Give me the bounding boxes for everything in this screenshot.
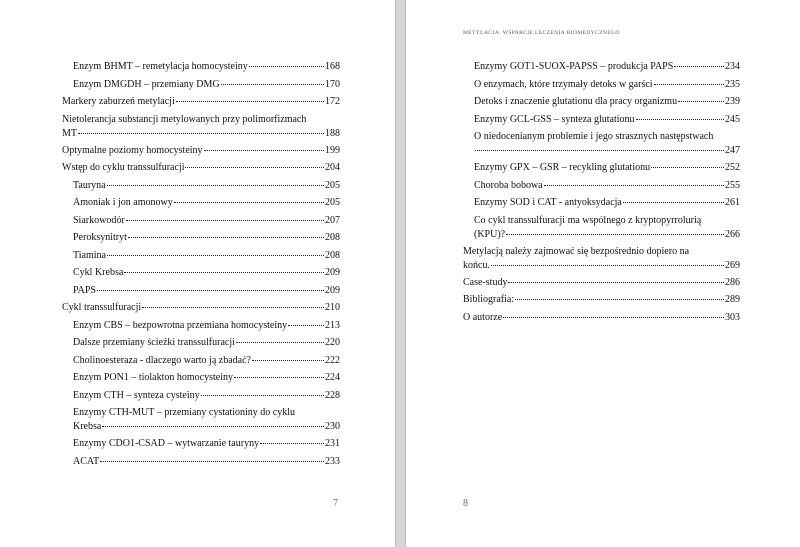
toc-entry[interactable] bbox=[62, 76, 340, 94]
dot-leader bbox=[252, 360, 324, 361]
toc-entry[interactable] bbox=[62, 317, 340, 335]
toc-entry-line bbox=[73, 387, 340, 405]
toc-entry-page-number: 261 bbox=[725, 197, 740, 208]
toc-entry[interactable] bbox=[463, 274, 740, 292]
toc-entry-title: (KPU)? bbox=[474, 228, 506, 240]
dot-leader bbox=[142, 307, 324, 308]
dot-leader bbox=[491, 265, 724, 266]
toc-entry-title: Cykl Krebsa bbox=[73, 267, 124, 278]
toc-entry[interactable] bbox=[62, 369, 340, 387]
toc-entry-line bbox=[73, 194, 340, 212]
toc-entry[interactable] bbox=[62, 177, 340, 195]
toc-entry-continuation-line bbox=[62, 127, 340, 142]
dot-leader bbox=[204, 150, 324, 151]
toc-entry-page-number: 255 bbox=[725, 179, 740, 191]
toc-entry-line bbox=[73, 264, 340, 282]
toc-entry-line bbox=[62, 299, 340, 317]
toc-entry-page-number: 247 bbox=[725, 145, 740, 156]
dot-leader bbox=[260, 443, 324, 444]
toc-entry-line bbox=[474, 177, 740, 195]
toc-entry-page-number: 233 bbox=[325, 455, 340, 467]
page-number: 8 bbox=[463, 498, 468, 509]
toc-entry-page-number: 239 bbox=[725, 96, 740, 107]
toc-entry[interactable] bbox=[463, 309, 740, 327]
toc-entry[interactable] bbox=[463, 194, 740, 212]
dot-leader bbox=[636, 119, 724, 120]
toc-entry-title: O enzymach, które trzymały detoks w garści bbox=[474, 78, 653, 90]
toc-entry-line bbox=[73, 58, 340, 76]
toc-entry[interactable] bbox=[62, 93, 340, 111]
toc-entry-title: Metylacją należy zajmować się bezpośrednio dopiero na bbox=[463, 245, 690, 257]
toc-entry[interactable] bbox=[62, 453, 340, 471]
toc-entry[interactable] bbox=[62, 282, 340, 300]
toc-entry-continuation-line bbox=[73, 420, 340, 435]
toc-entry[interactable] bbox=[463, 243, 740, 274]
toc-entry-title: Amoniak i jon amonowy bbox=[73, 197, 173, 208]
toc-entry[interactable] bbox=[62, 212, 340, 230]
dot-leader bbox=[234, 377, 324, 378]
toc-entry-page-number: 235 bbox=[725, 78, 740, 90]
toc-entry-title: Nietolerancja substancji metylowanych przy polimorfizmach bbox=[62, 113, 307, 125]
toc-entry[interactable] bbox=[463, 111, 740, 129]
dot-leader bbox=[288, 325, 324, 326]
toc-entry-line bbox=[73, 177, 340, 195]
toc-entry-page-number: 209 bbox=[325, 284, 340, 296]
toc-entry-title: Dalsze przemiany ścieżki transsulfuracji bbox=[73, 337, 235, 348]
toc-entry-line bbox=[73, 453, 340, 471]
toc-entry-page-number: 210 bbox=[325, 302, 340, 313]
toc-entry-title: Enzymy GCL-GSS – synteza glutationu bbox=[474, 113, 635, 125]
toc-entry-line bbox=[73, 76, 340, 94]
toc-entry-title: Enzymy SOD i CAT - antyoksydacja bbox=[474, 197, 622, 208]
dot-leader bbox=[126, 220, 324, 221]
dot-leader bbox=[102, 426, 324, 427]
toc-entry-page-number: 205 bbox=[325, 197, 340, 208]
dot-leader bbox=[544, 185, 724, 186]
toc-entry-page-number: 207 bbox=[325, 214, 340, 226]
toc-entry[interactable] bbox=[463, 177, 740, 195]
toc-entry[interactable] bbox=[463, 212, 740, 243]
toc-entry-line bbox=[62, 159, 340, 177]
toc-entry-page-number: 172 bbox=[325, 96, 340, 107]
toc-entry[interactable] bbox=[62, 299, 340, 317]
toc-entry-line bbox=[474, 194, 740, 212]
dot-leader bbox=[201, 395, 324, 396]
toc-entry-title: Optymalne poziomy homocysteiny bbox=[62, 144, 203, 156]
toc-entry-line bbox=[474, 159, 740, 177]
dot-leader bbox=[515, 299, 724, 300]
toc-entry[interactable] bbox=[463, 128, 740, 159]
toc-entry[interactable] bbox=[463, 76, 740, 94]
dot-leader bbox=[651, 167, 724, 168]
dot-leader bbox=[128, 237, 324, 238]
toc-entry-title: Cykl transsulfuracji bbox=[62, 302, 142, 313]
right-page bbox=[406, 0, 800, 547]
toc-entry[interactable] bbox=[62, 247, 340, 265]
toc-entry-title: Enzymy CTH-MUT – przemiany cystationiny do cyklu bbox=[73, 407, 295, 418]
toc-entry[interactable] bbox=[62, 58, 340, 76]
toc-entry-title: Tauryna bbox=[73, 179, 106, 191]
toc-entry-title: Markery zaburzeń metylacji bbox=[62, 96, 175, 107]
toc-entry[interactable] bbox=[463, 93, 740, 111]
toc-entry-title: Co cykl transsulfuracji ma wspólnego z kryptopyrrolurią bbox=[474, 214, 702, 226]
toc-entry-line bbox=[73, 212, 340, 230]
dot-leader bbox=[221, 84, 324, 85]
toc-entry-line bbox=[474, 58, 740, 76]
toc-entry-continuation-line bbox=[474, 144, 740, 159]
toc-entry-line bbox=[474, 76, 740, 94]
toc-entry-page-number: 234 bbox=[725, 61, 740, 72]
toc-entry-title: MT bbox=[62, 127, 77, 139]
toc-entry-line bbox=[62, 93, 340, 111]
toc-entry-title: Siarkowodór bbox=[73, 214, 125, 226]
toc-entry[interactable] bbox=[62, 404, 340, 435]
toc-entry-continuation-line bbox=[463, 259, 740, 274]
running-header: METYLACJA. WSPARCIE LECZENIA BIOMEDYCZNEGO bbox=[463, 30, 620, 36]
toc-entry[interactable] bbox=[62, 264, 340, 282]
toc-entry-page-number: 269 bbox=[725, 259, 740, 271]
toc-entry-line bbox=[73, 247, 340, 265]
toc-entry-page-number: 222 bbox=[325, 354, 340, 366]
toc-entry-title: Enzym BHMT – remetylacja homocysteiny bbox=[73, 61, 248, 72]
toc-entry-title: Detoks i znaczenie glutationu dla pracy organizmu bbox=[474, 96, 678, 107]
toc-entry[interactable] bbox=[62, 159, 340, 177]
toc-entry-page-number: 231 bbox=[325, 438, 340, 449]
toc-entry-line bbox=[463, 309, 740, 327]
toc-entry-continuation-line bbox=[474, 228, 740, 243]
toc-entry-page-number: 224 bbox=[325, 372, 340, 383]
dot-leader bbox=[678, 101, 724, 102]
toc-entry-page-number: 208 bbox=[325, 232, 340, 243]
toc-entry-page-number: 245 bbox=[725, 113, 740, 125]
toc-entry-page-number: 228 bbox=[325, 389, 340, 401]
toc-entry-line bbox=[474, 111, 740, 129]
toc-entry-page-number: 266 bbox=[725, 228, 740, 240]
dot-leader bbox=[176, 101, 324, 102]
toc-entry-line bbox=[73, 352, 340, 370]
toc-entry-title: Enzym CBS – bezpowrotna przemiana homocysteiny bbox=[73, 319, 288, 331]
toc-entry-title: Enzymy GOT1-SUOX-PAPSS – produkcja PAPS bbox=[474, 61, 674, 72]
toc-entry[interactable] bbox=[62, 142, 340, 160]
toc-entry-title: Peroksynitryt bbox=[73, 232, 127, 243]
toc-entry-line bbox=[73, 334, 340, 352]
page-number: 7 bbox=[333, 498, 338, 509]
toc-entry-line bbox=[73, 282, 340, 300]
dot-leader bbox=[124, 272, 324, 273]
toc-entry-title: ACAT bbox=[73, 455, 100, 467]
dot-leader bbox=[249, 66, 324, 67]
toc-entry-title: PAPS bbox=[73, 284, 96, 296]
toc-entry[interactable] bbox=[62, 435, 340, 453]
dot-leader bbox=[674, 66, 724, 67]
toc-entry-title: Bibliografia: bbox=[463, 294, 515, 305]
toc-entry-page-number: 286 bbox=[725, 276, 740, 288]
toc-entry-page-number: 188 bbox=[325, 127, 340, 139]
page-gutter bbox=[395, 0, 406, 547]
toc-entry-page-number: 252 bbox=[725, 162, 740, 173]
toc-entry[interactable] bbox=[62, 229, 340, 247]
toc-entry[interactable] bbox=[463, 58, 740, 76]
toc-entry-title: Enzym CTH – synteza cysteiny bbox=[73, 389, 200, 401]
dot-leader bbox=[78, 133, 324, 134]
toc-entry-title: Wstęp do cyklu transsulfuracji bbox=[62, 162, 185, 173]
table-of-contents-left bbox=[62, 58, 340, 470]
toc-entry-line bbox=[73, 317, 340, 335]
toc-entry-page-number: 208 bbox=[325, 249, 340, 261]
dot-leader bbox=[100, 461, 324, 462]
toc-entry-line bbox=[62, 142, 340, 160]
toc-entry-title: Enzymy CDO1-CSAD – wytwarzanie tauryny bbox=[73, 438, 260, 449]
toc-entry-page-number: 209 bbox=[325, 267, 340, 278]
dot-leader bbox=[107, 185, 324, 186]
toc-entry-title: Cholinoesteraza - dlaczego warto ją zbadać? bbox=[73, 354, 251, 366]
toc-entry-page-number: 170 bbox=[325, 78, 340, 90]
dot-leader bbox=[174, 202, 324, 203]
toc-entry-title: Case-study bbox=[463, 276, 508, 288]
toc-entry-title: Enzym DMGDH – przemiany DMG bbox=[73, 78, 220, 90]
toc-entry[interactable] bbox=[62, 352, 340, 370]
left-page bbox=[0, 0, 395, 547]
toc-entry-line bbox=[73, 369, 340, 387]
dot-leader bbox=[506, 234, 724, 235]
dot-leader bbox=[503, 317, 724, 318]
toc-entry[interactable] bbox=[62, 111, 340, 142]
toc-entry-page-number: 204 bbox=[325, 162, 340, 173]
toc-entry[interactable] bbox=[62, 194, 340, 212]
toc-entry-page-number: 220 bbox=[325, 337, 340, 348]
toc-entry-page-number: 213 bbox=[325, 319, 340, 331]
toc-entry-title: O autorze bbox=[463, 311, 503, 323]
dot-leader bbox=[475, 150, 724, 151]
toc-entry-page-number: 205 bbox=[325, 179, 340, 191]
toc-entry-line bbox=[463, 291, 740, 309]
toc-entry[interactable] bbox=[62, 334, 340, 352]
table-of-contents-right bbox=[463, 58, 740, 326]
toc-entry-page-number: 168 bbox=[325, 61, 340, 72]
toc-entry-page-number: 230 bbox=[325, 421, 340, 432]
toc-entry-title: Enzymy GPX – GSR – recykling glutationu bbox=[474, 162, 651, 173]
toc-entry-title: końcu. bbox=[463, 259, 490, 271]
toc-entry-title: Enzym PON1 – tiolakton homocysteiny bbox=[73, 372, 233, 383]
toc-entry-title: Tiamina bbox=[73, 249, 106, 261]
toc-entry-line bbox=[463, 274, 740, 292]
dot-leader bbox=[97, 290, 324, 291]
toc-entry-title: Choroba bobowa bbox=[474, 179, 543, 191]
toc-entry-page-number: 289 bbox=[725, 294, 740, 305]
toc-entry[interactable] bbox=[463, 291, 740, 309]
toc-entry-line bbox=[73, 435, 340, 453]
toc-entry-page-number: 199 bbox=[325, 144, 340, 156]
dot-leader bbox=[508, 282, 724, 283]
toc-entry[interactable] bbox=[62, 387, 340, 405]
toc-entry-page-number: 303 bbox=[725, 311, 740, 323]
toc-entry-title: Krebsa bbox=[73, 421, 102, 432]
dot-leader bbox=[185, 167, 324, 168]
dot-leader bbox=[654, 84, 724, 85]
dot-leader bbox=[236, 342, 324, 343]
toc-entry[interactable] bbox=[463, 159, 740, 177]
toc-entry-line bbox=[73, 229, 340, 247]
toc-entry-line bbox=[474, 93, 740, 111]
toc-entry-title: O niedocenianym problemie i jego strasznych następstwach bbox=[474, 131, 714, 142]
dot-leader bbox=[623, 202, 724, 203]
dot-leader bbox=[107, 255, 324, 256]
